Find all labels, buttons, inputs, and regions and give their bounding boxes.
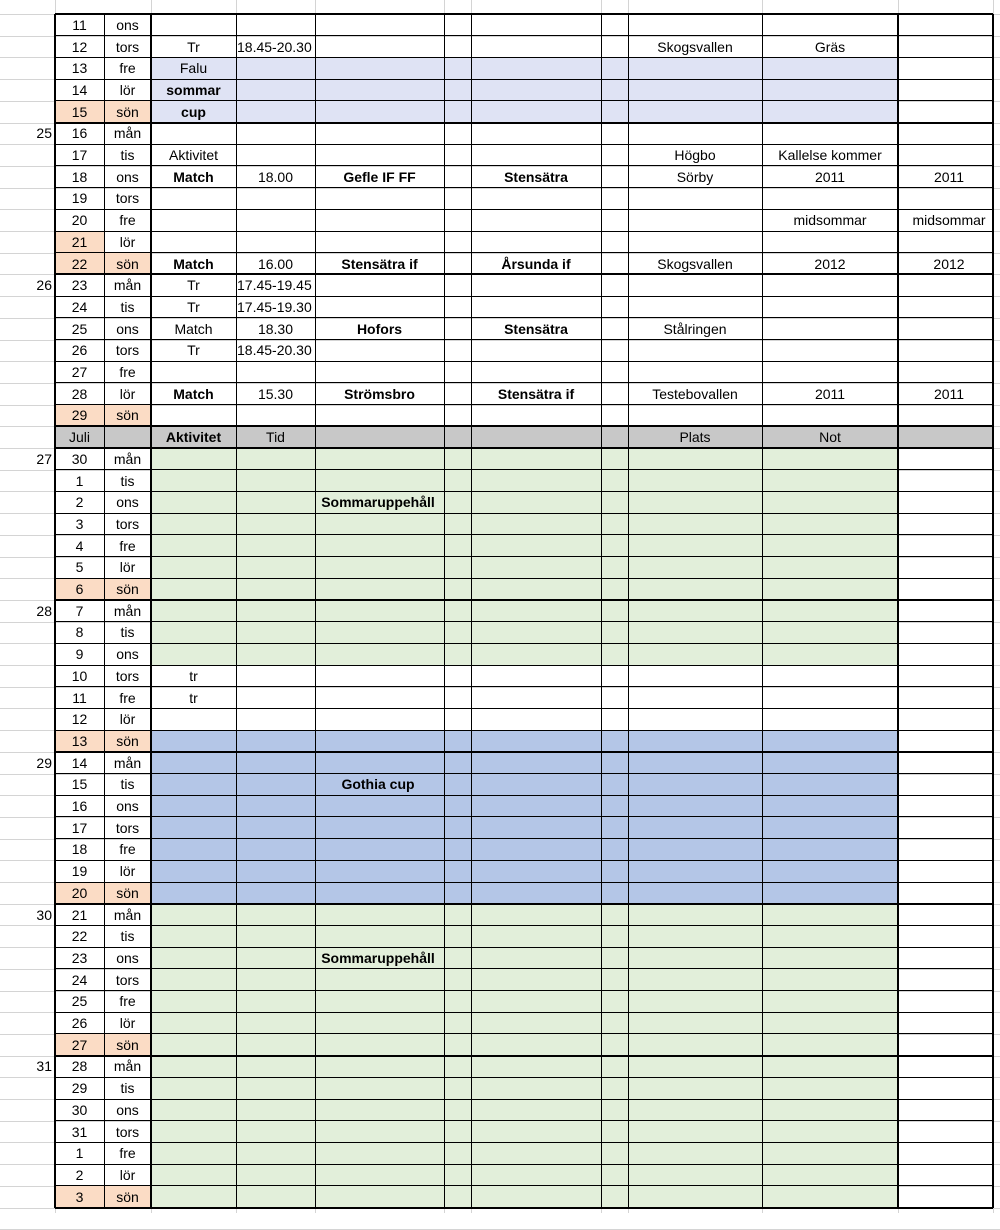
date-cell[interactable]: 25 (71, 993, 88, 1010)
date-cell[interactable]: 27 (71, 364, 88, 381)
week-number[interactable]: 29 (36, 754, 52, 771)
date-cell[interactable]: 16 (71, 798, 88, 815)
row-border (55, 556, 993, 557)
date-cell[interactable]: 22 (71, 255, 88, 272)
aktivitet-cell[interactable]: Match (173, 168, 214, 185)
row-border (55, 13, 993, 15)
column-border (236, 14, 237, 1208)
weekday-cell[interactable]: mån (113, 277, 142, 294)
row-border (55, 513, 993, 514)
date-cell[interactable]: 26 (71, 342, 88, 359)
row-fill (151, 1164, 898, 1186)
date-cell[interactable]: 8 (75, 624, 84, 641)
column-border (601, 14, 602, 1208)
date-cell[interactable]: 21 (71, 906, 88, 923)
weekday-cell[interactable]: tis (120, 624, 135, 641)
not-cell[interactable]: Gräs (814, 38, 846, 55)
plats-cell[interactable]: Skogsvallen (657, 38, 733, 55)
row-fill (151, 57, 898, 79)
row-fill (151, 79, 898, 101)
weekday-cell[interactable]: tors (115, 515, 140, 532)
date-cell[interactable]: 15 (71, 776, 88, 793)
date-cell[interactable]: 24 (71, 971, 88, 988)
weekday-cell[interactable]: tis (120, 776, 135, 793)
weekday-cell[interactable]: tis (120, 147, 135, 164)
column-border (471, 14, 472, 1208)
date-cell[interactable]: 18 (71, 168, 88, 185)
row-fill (151, 991, 898, 1013)
header-plats[interactable]: Plats (679, 429, 711, 446)
row-fill (151, 557, 898, 579)
row-border (55, 382, 993, 383)
row-border (55, 1164, 993, 1165)
row-fill (151, 795, 898, 817)
date-cell[interactable]: 2 (75, 1166, 84, 1183)
away-team-cell[interactable]: Stensätra (504, 168, 568, 185)
row-fill (151, 578, 898, 600)
row-fill (151, 969, 898, 991)
weekday-cell[interactable]: lör (119, 385, 136, 402)
home-team-cell[interactable]: Gefle IF FF (343, 168, 416, 185)
row-fill (151, 600, 898, 622)
row-border (55, 795, 993, 796)
row-fill (151, 1056, 898, 1078)
not-cell[interactable]: 2012 (814, 255, 846, 272)
tid-cell[interactable]: 18.45-20.30 (237, 342, 312, 359)
tid-cell[interactable]: 18.30 (257, 320, 294, 337)
row-fill (151, 535, 898, 557)
header-aktivitet[interactable]: Aktivitet (165, 429, 222, 446)
row-border (55, 1077, 993, 1078)
date-cell[interactable]: 12 (71, 38, 88, 55)
aktivitet-cell[interactable]: Falu (179, 60, 208, 77)
weekday-cell[interactable]: fre (119, 1145, 136, 1162)
row-border (55, 947, 993, 948)
extra-cell[interactable]: 2011 (933, 168, 965, 185)
weekday-cell[interactable]: ons (116, 1101, 139, 1118)
header-not[interactable]: Not (819, 429, 841, 446)
row-border (55, 187, 993, 188)
date-cell[interactable]: 5 (75, 559, 84, 576)
weekday-cell[interactable]: ons (116, 320, 139, 337)
date-cell[interactable]: 12 (71, 711, 88, 728)
row-border (55, 599, 993, 601)
row-fill (151, 448, 898, 470)
tid-cell[interactable]: 18.45-20.30 (237, 38, 312, 55)
row-border (55, 491, 993, 492)
weekday-cell[interactable]: fre (119, 993, 136, 1010)
date-cell[interactable]: 23 (71, 277, 88, 294)
weekday-cell[interactable]: ons (116, 949, 139, 966)
column-border (897, 14, 899, 1208)
row-border (55, 252, 993, 253)
row-border (55, 665, 993, 666)
aktivitet-cell[interactable]: Tr (187, 342, 200, 359)
row-border (55, 1142, 993, 1143)
row-fill (151, 752, 898, 774)
row-fill (151, 622, 898, 644)
row-fill (151, 904, 898, 926)
date-cell[interactable]: 22 (71, 928, 88, 945)
date-cell[interactable]: 6 (75, 581, 84, 598)
row-fill (151, 101, 898, 123)
row-border (55, 209, 993, 210)
weekday-cell[interactable]: ons (116, 798, 139, 815)
weekday-cell[interactable]: mån (113, 1058, 142, 1075)
weekday-cell[interactable]: mån (113, 450, 142, 467)
plats-cell[interactable]: Skogsvallen (657, 255, 733, 272)
row-border (55, 708, 993, 709)
week-number[interactable]: 31 (36, 1058, 52, 1075)
date-cell[interactable]: 19 (71, 863, 88, 880)
not-cell[interactable]: Kallelse kommer (778, 147, 882, 164)
row-border (55, 816, 993, 817)
weekday-cell[interactable]: mån (113, 602, 142, 619)
home-team-cell[interactable]: Strömsbro (344, 385, 415, 402)
weekday-cell[interactable]: sön (116, 255, 139, 272)
row-fill (151, 470, 898, 492)
extra-cell[interactable]: 2011 (933, 385, 965, 402)
row-border (55, 860, 993, 861)
row-border (55, 578, 993, 579)
away-team-cell[interactable]: Stensätra (504, 320, 568, 337)
week-number[interactable]: 27 (36, 450, 52, 467)
weekday-cell[interactable]: tors (115, 38, 140, 55)
aktivitet-cell[interactable]: Aktivitet (168, 147, 218, 164)
row-border (55, 643, 993, 644)
date-cell[interactable]: 29 (71, 407, 88, 424)
weekday-cell[interactable]: lör (119, 559, 136, 576)
row-border (55, 144, 993, 145)
weekday-cell[interactable]: ons (116, 16, 139, 33)
extra-cell[interactable]: 2012 (933, 255, 965, 272)
weekday-cell[interactable]: fre (119, 689, 136, 706)
home-team-cell[interactable]: Stensätra if (341, 255, 418, 272)
row-border (55, 1033, 993, 1034)
row-border (55, 1207, 993, 1209)
row-border (55, 339, 993, 340)
row-fill (151, 817, 898, 839)
weekday-cell[interactable]: tis (120, 298, 135, 315)
row-border (55, 1012, 993, 1013)
not-cell[interactable]: 2011 (814, 168, 846, 185)
column-border (104, 14, 105, 1208)
date-cell[interactable]: 1 (75, 1145, 84, 1162)
month-label[interactable]: Juli (68, 429, 90, 446)
date-cell[interactable]: 20 (71, 884, 88, 901)
row-border (55, 296, 993, 297)
row-border (55, 57, 993, 58)
not-cell[interactable]: 2011 (814, 385, 846, 402)
row-border (55, 903, 993, 905)
row-border (55, 968, 993, 969)
row-fill (151, 1121, 898, 1143)
week-number[interactable]: 25 (36, 125, 52, 142)
row-border (55, 122, 993, 124)
date-cell[interactable]: 3 (75, 1188, 84, 1205)
date-cell[interactable]: 10 (71, 667, 88, 684)
date-cell[interactable]: 11 (72, 689, 87, 706)
row-border (55, 317, 993, 318)
row-border (55, 773, 993, 774)
weekday-cell[interactable]: tis (120, 928, 135, 945)
row-border (55, 404, 993, 405)
date-cell[interactable]: 14 (71, 754, 88, 771)
weekday-cell[interactable]: sön (116, 103, 139, 120)
aktivitet-cell[interactable]: Match (173, 255, 214, 272)
row-border (55, 273, 993, 275)
weekday-cell[interactable]: lör (119, 1166, 136, 1183)
date-cell[interactable]: 13 (71, 732, 88, 749)
home-team-cell[interactable]: Hofors (356, 320, 403, 337)
row-border (55, 469, 993, 470)
date-cell[interactable]: 31 (71, 1123, 88, 1140)
weekday-cell[interactable]: tors (115, 190, 140, 207)
aktivitet-cell[interactable]: Tr (187, 277, 200, 294)
weekday-cell[interactable]: mån (113, 125, 142, 142)
date-cell[interactable]: 17 (71, 819, 88, 836)
weekday-cell[interactable]: tis (120, 1080, 135, 1097)
column-border (150, 14, 152, 1208)
week-number[interactable]: 30 (36, 906, 52, 923)
weekday-cell[interactable]: lör (119, 233, 136, 250)
date-cell[interactable]: 17 (71, 147, 88, 164)
weekday-cell[interactable]: sön (116, 732, 139, 749)
header-tid[interactable]: Tid (266, 429, 285, 446)
row-fill (151, 882, 898, 904)
row-border (55, 925, 993, 926)
date-cell[interactable]: 20 (71, 212, 88, 229)
weekday-cell[interactable]: sön (116, 884, 139, 901)
weekday-cell[interactable]: sön (116, 581, 139, 598)
date-cell[interactable]: 29 (71, 1080, 88, 1097)
period-label[interactable]: Sommaruppehåll (321, 494, 435, 511)
row-border (55, 79, 993, 80)
date-cell[interactable]: 28 (71, 385, 88, 402)
date-cell[interactable]: 2 (75, 494, 84, 511)
weekday-cell[interactable]: lör (119, 863, 136, 880)
row-border (55, 882, 993, 883)
plats-cell[interactable]: Testebovallen (652, 385, 738, 402)
row-border (55, 1099, 993, 1100)
row-border (55, 1055, 993, 1057)
weekday-cell[interactable]: tors (115, 342, 140, 359)
row-fill (151, 1099, 898, 1121)
row-fill (151, 643, 898, 665)
date-cell[interactable]: 28 (71, 1058, 88, 1075)
date-cell[interactable]: 30 (71, 450, 88, 467)
weekday-cell[interactable]: sön (116, 1036, 139, 1053)
aktivitet-cell[interactable]: Match (173, 385, 214, 402)
weekday-cell[interactable]: ons (116, 494, 139, 511)
column-border (762, 14, 763, 1208)
date-cell[interactable]: 7 (75, 602, 84, 619)
tid-cell[interactable]: 15.30 (257, 385, 294, 402)
row-fill (151, 1012, 898, 1034)
row-border (55, 35, 993, 36)
row-border (55, 231, 993, 232)
tid-cell[interactable]: 17.45-19.45 (237, 277, 312, 294)
weekday-cell[interactable]: mån (113, 754, 142, 771)
weekday-cell[interactable]: tors (115, 667, 140, 684)
row-fill (151, 839, 898, 861)
aktivitet-cell[interactable]: cup (181, 103, 206, 120)
date-cell[interactable]: 16 (71, 125, 88, 142)
week-number[interactable]: 28 (36, 602, 52, 619)
date-cell[interactable]: 14 (71, 81, 88, 98)
away-team-cell[interactable]: Årsunda if (501, 255, 571, 272)
tid-cell[interactable]: 18.00 (257, 168, 294, 185)
date-cell[interactable]: 19 (71, 190, 88, 207)
weekday-cell[interactable]: ons (116, 646, 139, 663)
column-border (628, 14, 629, 1208)
date-cell[interactable]: 13 (71, 60, 88, 77)
row-fill (151, 1142, 898, 1164)
date-cell[interactable]: 30 (71, 1101, 88, 1118)
date-cell[interactable]: 3 (75, 515, 84, 532)
column-border (444, 14, 445, 1208)
period-label[interactable]: Sommaruppehåll (321, 949, 435, 966)
weekday-cell[interactable]: tors (115, 971, 140, 988)
plats-cell[interactable]: Högbo (674, 147, 716, 164)
row-fill (151, 1077, 898, 1099)
away-team-cell[interactable]: Stensätra if (497, 385, 575, 402)
row-fill (151, 513, 898, 535)
date-cell[interactable]: 15 (71, 103, 88, 120)
date-cell[interactable]: 1 (75, 472, 84, 489)
row-border (55, 534, 993, 535)
row-border (55, 751, 993, 753)
weekday-cell[interactable]: lör (119, 81, 136, 98)
weekday-cell[interactable]: sön (116, 1188, 139, 1205)
weekday-cell[interactable]: tors (115, 819, 140, 836)
plats-cell[interactable]: Stålringen (663, 320, 727, 337)
weekday-cell[interactable]: fre (119, 60, 136, 77)
date-cell[interactable]: 11 (72, 16, 87, 33)
column-border (315, 14, 316, 1208)
row-border (55, 100, 993, 101)
aktivitet-cell[interactable]: sommar (166, 81, 221, 98)
row-fill (151, 1034, 898, 1056)
row-border (55, 447, 993, 449)
row-border (55, 425, 993, 427)
row-border (55, 686, 993, 687)
weekday-cell[interactable]: tors (115, 1123, 140, 1140)
aktivitet-cell[interactable]: Match (174, 320, 213, 337)
not-cell[interactable]: midsommar (793, 212, 867, 229)
tid-cell[interactable]: 17.45-19.30 (237, 298, 312, 315)
date-cell[interactable]: 9 (75, 646, 84, 663)
aktivitet-cell[interactable]: Tr (187, 298, 200, 315)
week-number[interactable]: 26 (36, 277, 52, 294)
row-border (55, 838, 993, 839)
row-fill (151, 860, 898, 882)
date-cell[interactable]: 26 (71, 1015, 88, 1032)
date-cell[interactable]: 4 (75, 537, 84, 554)
tid-cell[interactable]: 16.00 (257, 255, 294, 272)
weekday-cell[interactable]: lör (119, 711, 136, 728)
row-fill (151, 925, 898, 947)
row-border (55, 1185, 993, 1186)
row-border (55, 621, 993, 622)
aktivitet-cell[interactable]: tr (189, 689, 198, 706)
weekday-cell[interactable]: ons (116, 168, 139, 185)
weekday-cell[interactable]: fre (119, 537, 136, 554)
period-label[interactable]: Gothia cup (341, 776, 415, 793)
row-border (55, 165, 993, 166)
weekday-cell[interactable]: fre (119, 841, 136, 858)
date-cell[interactable]: 25 (71, 320, 88, 337)
row-fill (151, 730, 898, 752)
column-border (992, 14, 994, 1208)
extra-cell[interactable]: midsommar (912, 212, 986, 229)
column-border (54, 14, 56, 1208)
weekday-cell[interactable]: lör (119, 1015, 136, 1032)
weekday-cell[interactable]: tis (120, 472, 135, 489)
date-cell[interactable]: 27 (71, 1036, 88, 1053)
aktivitet-cell[interactable]: tr (189, 667, 198, 684)
row-fill (151, 1186, 898, 1208)
date-cell[interactable]: 23 (71, 949, 88, 966)
plats-cell[interactable]: Sörby (676, 168, 714, 185)
weekday-cell[interactable]: fre (119, 364, 136, 381)
row-border (55, 730, 993, 731)
row-border (55, 361, 993, 362)
row-border (55, 1120, 993, 1121)
date-cell[interactable]: 18 (71, 841, 88, 858)
weekday-cell[interactable]: fre (119, 212, 136, 229)
weekday-cell[interactable]: sön (116, 407, 139, 424)
weekday-cell[interactable]: mån (113, 906, 142, 923)
date-cell[interactable]: 24 (71, 298, 88, 315)
date-cell[interactable]: 21 (71, 233, 88, 250)
row-border (55, 990, 993, 991)
aktivitet-cell[interactable]: Tr (187, 38, 200, 55)
